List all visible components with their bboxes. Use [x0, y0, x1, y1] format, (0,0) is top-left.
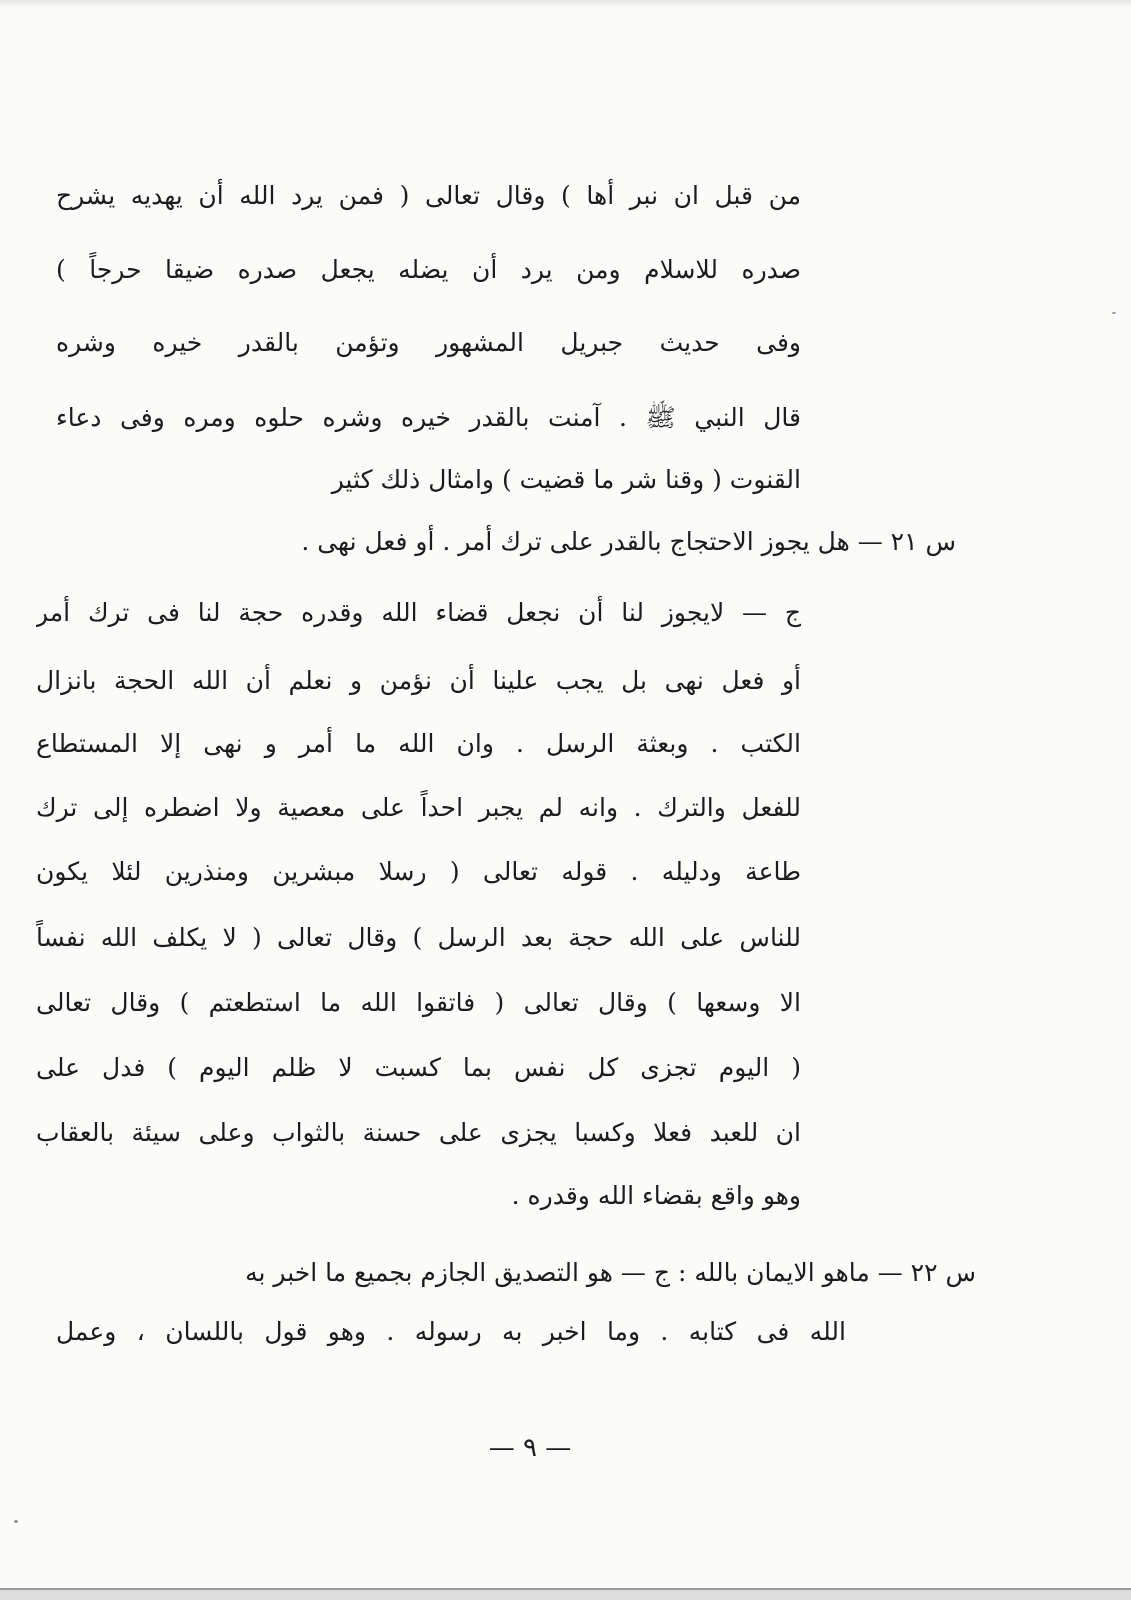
text-line-10: للفعل والترك . وانه لم يجبر احداً على معصية ولا اضطره إلى ترك	[36, 793, 801, 822]
text-line-4: قال النبي ﷺ . آمنت بالقدر خيره وشره حلوه ومره وفى دعاء	[56, 403, 801, 432]
text-line-18: الله فى كتابه . وما اخبر به رسوله . وهو قول باللسان ، وعمل	[56, 1317, 846, 1346]
question-22: س ٢٢ — ماهو الايمان بالله : ج — هو التصديق الجازم بجميع ما اخبر به	[245, 1258, 976, 1287]
question-21: س ٢١ — هل يجوز الاحتجاج بالقدر على ترك أمر . أو فعل نهى .	[301, 527, 956, 556]
text-line-13: الا وسعها ) وقال تعالى ( فاتقوا الله ما استطعتم ) وقال تعالى	[36, 988, 801, 1017]
scan-speck	[14, 1520, 18, 1523]
text-line-1: من قبل ان نبر أها ) وقال تعالى ( فمن يرد الله أن يهديه يشرح	[56, 181, 801, 210]
text-line-9: الكتب . وبعثة الرسل . وان الله ما أمر و نهى إلا المستطاع	[36, 729, 801, 758]
text-line-11: طاعة ودليله . قوله تعالى ( رسلا مبشرين ومنذرين لئلا يكون	[36, 857, 801, 886]
text-line-5: القنوت ( وقنا شر ما قضيت ) وامثال ذلك كثير	[331, 465, 801, 494]
scan-edge-top	[0, 0, 1131, 8]
text-line-14: ( اليوم تجزى كل نفس بما كسبت لا ظلم اليوم ) فدل على	[36, 1053, 801, 1082]
text-line-7: ج — لايجوز لنا أن نجعل قضاء الله وقدره حجة لنا فى ترك أمر	[36, 598, 801, 627]
text-line-8: أو فعل نهى بل يجب علينا أن نؤمن و نعلم أن الله الحجة بانزال	[36, 666, 801, 695]
text-line-2: صدره للاسلام ومن يرد أن يضله يجعل صدره ضيقا حرجاً )	[56, 255, 801, 284]
text-line-3: وفى حديث جبريل المشهور وتؤمن بالقدر خيره وشره	[56, 328, 801, 357]
text-line-15: ان للعبد فعلا وكسبا يجزى على حسنة بالثواب وعلى سيئة بالعقاب	[36, 1118, 801, 1147]
scan-edge-bottom	[0, 1588, 1131, 1600]
page-number: — ٩ —	[488, 1433, 572, 1463]
scan-speck	[1112, 312, 1116, 314]
text-line-12: للناس على الله حجة بعد الرسل ) وقال تعالى ( لا يكلف الله نفساً	[36, 923, 801, 952]
text-line-16: وهو واقع بقضاء الله وقدره .	[511, 1181, 801, 1210]
